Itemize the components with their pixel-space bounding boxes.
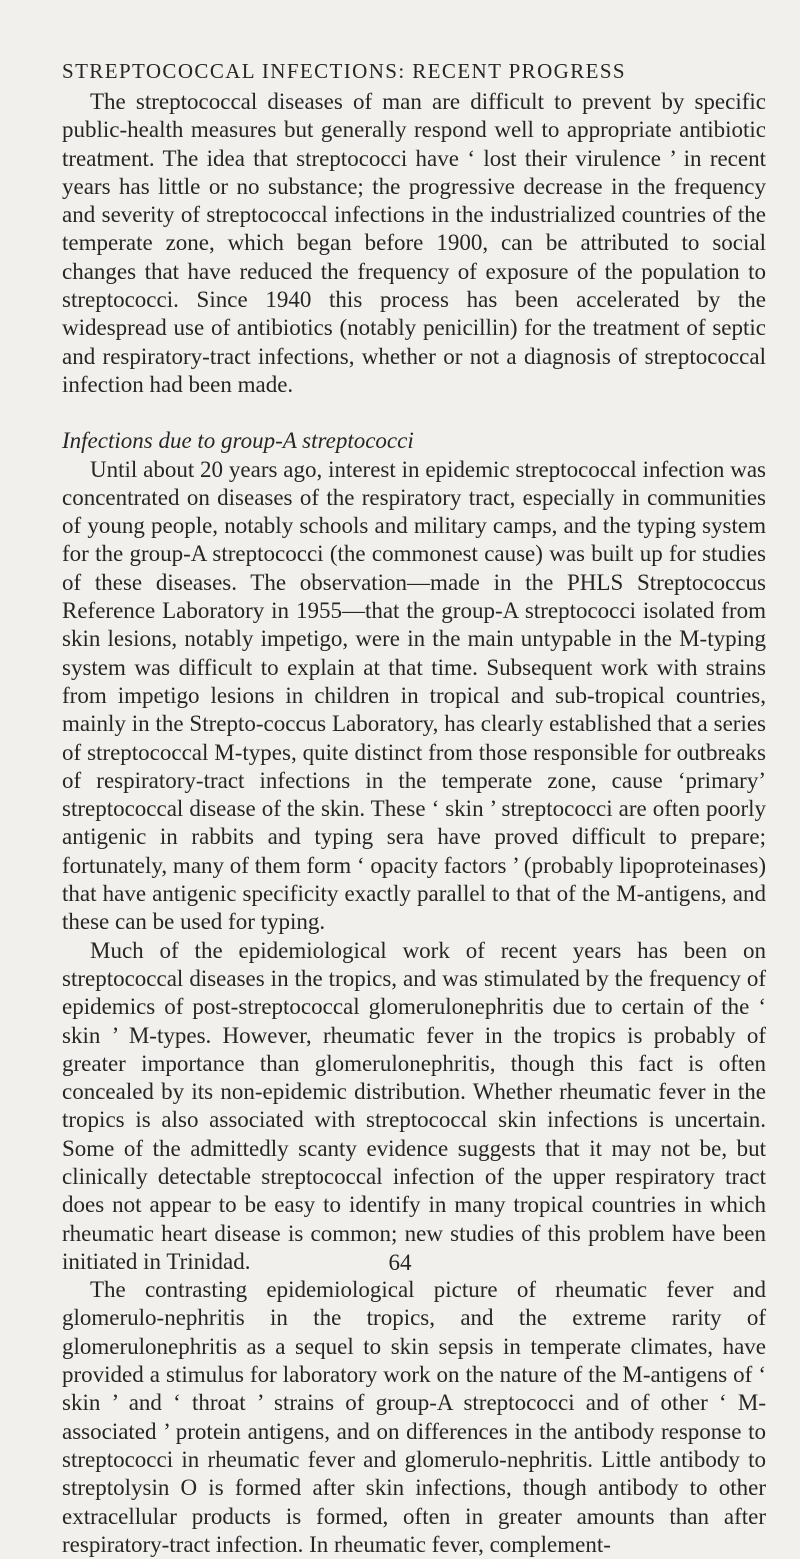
running-head: STREPTOCOCCAL INFECTIONS: RECENT PROGRESS: [62, 59, 627, 83]
intro-paragraph: The streptococcal diseases of man are difficult to prevent by specific public-health measures but generally respond well to appropriate antibiotic treatment. The idea that streptococci have ‘ lost their virulence ’ in recent years has little or no substance; the progressive decrease in the frequency and severity of streptococcal infections in the industrialized countries of the temperate zone, which began before 1900, can be attributed to social changes that have reduced the frequency of exposure of the population to streptococci. Since 1940 this process has been accelerated by the widespread use of antibiotics (notably penicillin) for the treatment of septic and respiratory-tract infections, whether or not a diagnosis of streptococcal infection had been made.: [62, 89, 766, 397]
page-number: 64: [388, 1250, 412, 1275]
body-paragraph-3: The contrasting epidemiological picture of rheumatic fever and glomerulo-nephritis in the tropics, and the extreme rarity of glomerulonephritis as a sequel to skin sepsis in temperate climates, have provided a stimulus for laboratory work on the nature of the M-antigens of ‘ skin ’ and ‘ throat ’ strains of group-A streptococci and of other ‘ M-associated ’ protein antigens, and on differences in the antibody response to streptococci in rheumatic fever and glomerulo-nephritis. Little antibody to streptolysin O is formed after skin infections, though antibody to other extracellular products is formed, often in greater amounts than after respiratory-tract infection. In rheumatic fever, complement-: [62, 1277, 766, 1557]
section-heading: Infections due to group-A streptococci: [62, 428, 414, 454]
body-paragraph-2: Much of the epidemiological work of recent years has been on streptococcal diseases in the tropics, and was stimulated by the frequency of epidemics of post-streptococcal glomerulonephritis due to certain of the ‘ skin ’ M-types. However, rheumatic fever in the tropics is probably of greater importance than glomerulonephritis, though this fact is often concealed by its non-epidemic distribution. Whether rheumatic fever in the tropics is also associated with streptococcal skin infections is uncertain. Some of the admittedly scanty evidence suggests that it may not be, but clinically detectable streptococcal infection of the upper respiratory tract does not appear to be easy to identify in many tropical countries in which rheumatic heart disease is common; new studies of this problem have been initiated in Trinidad.: [62, 937, 766, 1274]
body-paragraph-1: Until about 20 years ago, interest in epidemic streptococcal infection was concentrated on diseases of the respiratory tract, especially in communities of young people, notably schools and military camps, and the typing system for the group-A streptococci (the commonest cause) was built up for studies of these diseases. The observation—made in the PHLS Streptococcus Reference Laboratory in 1955—that the group-A streptococci isolated from skin lesions, notably impetigo, were in the main untypable in the M-typing system was difficult to explain at that time. Subsequent work with strains from impetigo lesions in children in tropical and sub-tropical countries, mainly in the Strepto-coccus Laboratory, has clearly established that a series of streptococcal M-types, quite distinct from those responsible for outbreaks of respiratory-tract infections in the temperate zone, cause ‘primary’ streptococcal disease of the skin. These ‘ skin ’ streptococci are often poorly antigenic in rabbits and typing sera have proved difficult to prepare; fortunately, many of them form ‘ opacity factors ’ (probably lipoproteinases) that have antigenic specificity exactly parallel to that of the M-antigens, and these can be used for typing.: [62, 456, 766, 935]
